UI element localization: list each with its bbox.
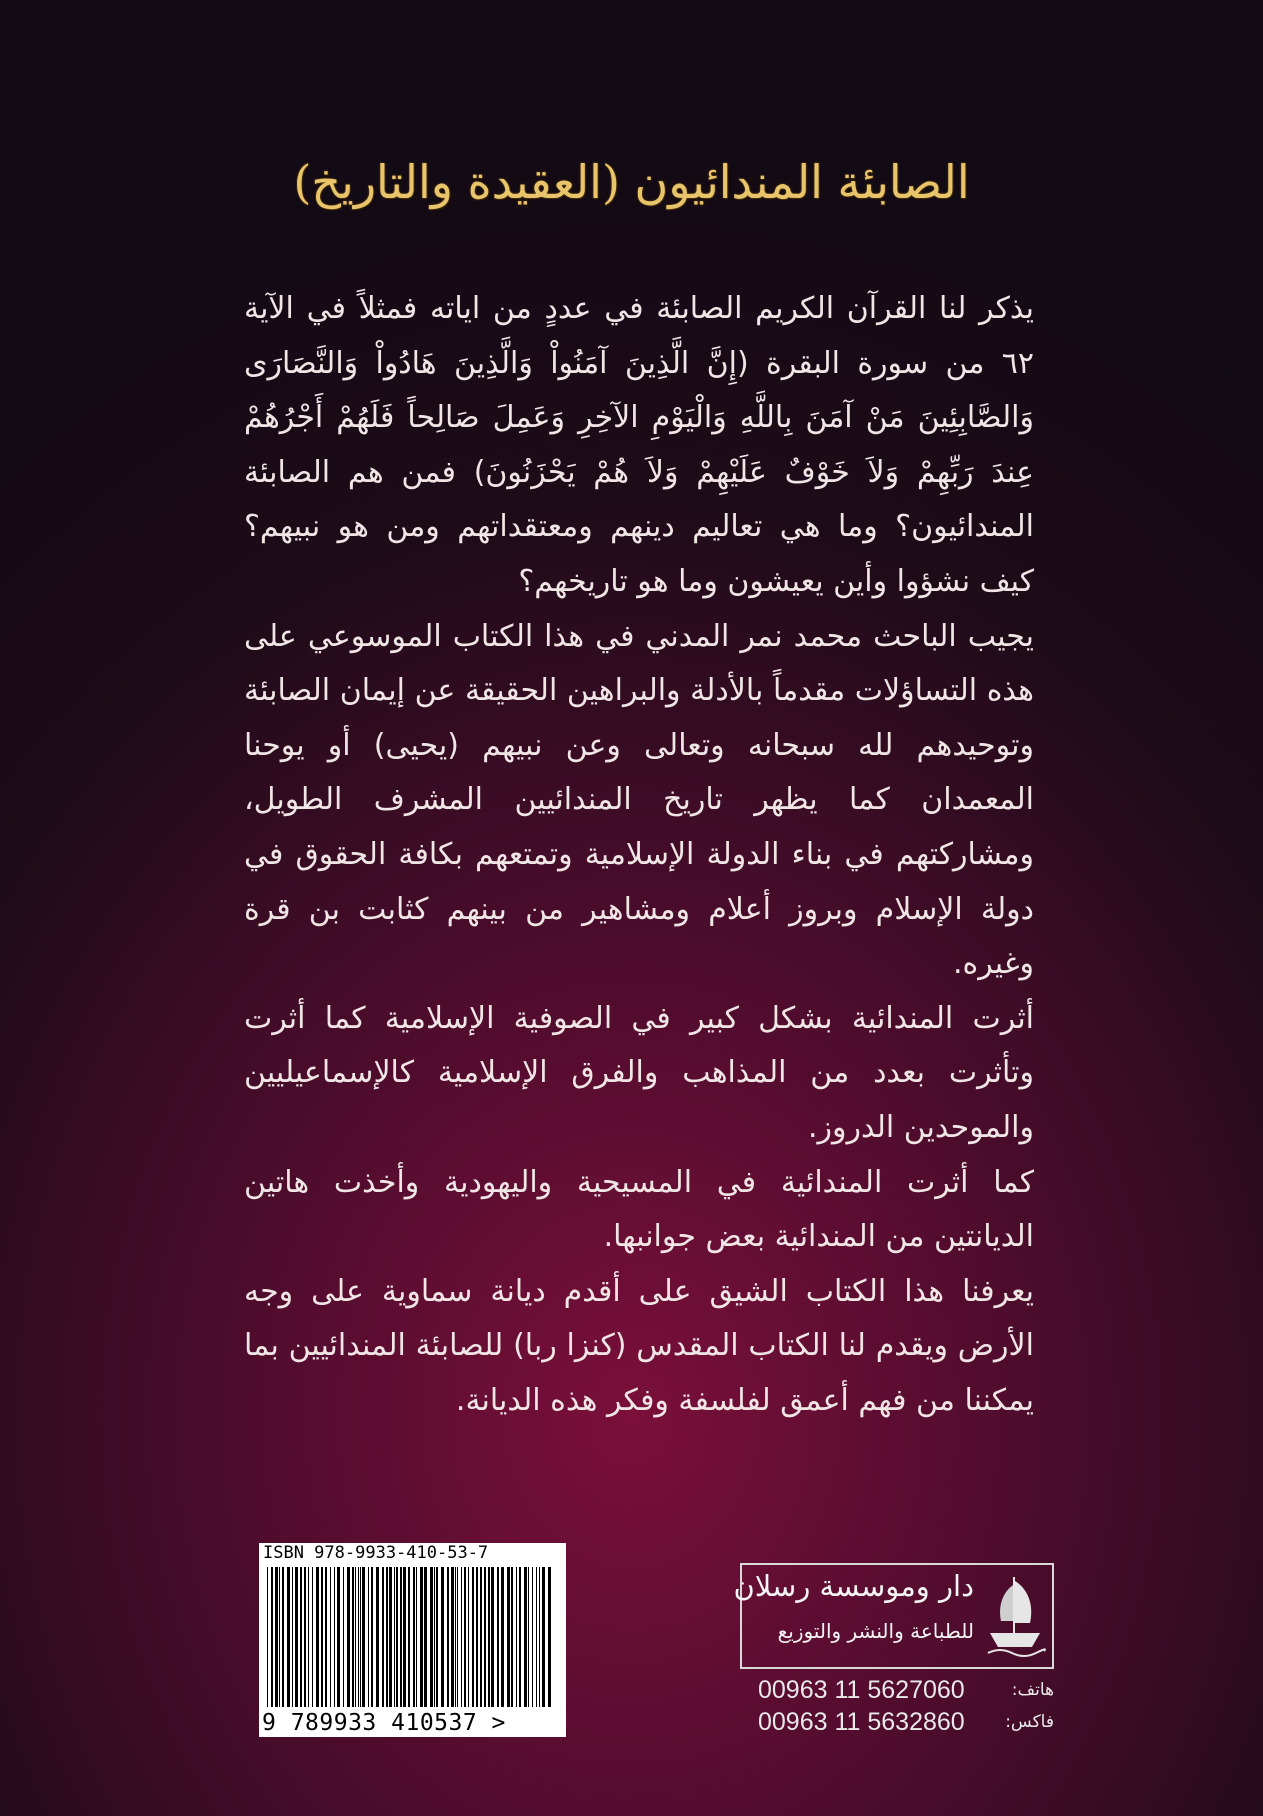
barcode-bar — [441, 1567, 444, 1707]
barcode-bar — [524, 1567, 527, 1707]
barcode-bar — [316, 1567, 319, 1707]
barcode-bar — [275, 1567, 278, 1707]
barcode-bar — [536, 1567, 537, 1707]
barcode-bar — [347, 1567, 350, 1707]
barcode-bar — [352, 1567, 354, 1707]
barcode-bar — [279, 1567, 280, 1707]
barcode-bar — [355, 1567, 356, 1707]
barcode-bar — [304, 1567, 306, 1707]
ship-icon — [984, 1571, 1046, 1663]
barcode-bar — [420, 1567, 423, 1707]
barcode-bar — [292, 1567, 293, 1707]
barcode-bar — [468, 1567, 469, 1707]
barcode-bar — [287, 1567, 290, 1707]
barcode-bar — [480, 1567, 482, 1707]
barcode-bar — [334, 1567, 335, 1707]
barcode-bar — [321, 1567, 323, 1707]
fax-number: 00963 11 5632860 — [758, 1708, 965, 1736]
barcode-bar — [501, 1567, 504, 1707]
barcode-bar — [358, 1567, 359, 1707]
barcode-bar — [308, 1567, 309, 1707]
barcode-bar — [416, 1567, 417, 1707]
barcode-bar — [312, 1567, 313, 1707]
barcode-bar — [497, 1567, 499, 1707]
barcode-bar — [403, 1567, 406, 1707]
barcode-bar — [413, 1567, 415, 1707]
barcode-bar — [295, 1567, 298, 1707]
barcode-bar — [267, 1567, 268, 1707]
book-title: الصابئة المندائيون (العقيدة والتاريخ) — [293, 155, 970, 209]
barcode-bar — [408, 1567, 410, 1707]
barcode-bar — [271, 1567, 273, 1707]
barcode-bar — [484, 1567, 486, 1707]
barcode-bar — [491, 1567, 494, 1707]
barcode-bar — [371, 1567, 373, 1707]
phone-label: هاتف: — [1011, 1680, 1054, 1700]
phone-row — [758, 1676, 1058, 1708]
phone-number: 00963 11 5627060 — [758, 1676, 965, 1704]
barcode-bar — [424, 1567, 427, 1707]
barcode-bar — [516, 1567, 517, 1707]
barcode-bar — [330, 1567, 331, 1707]
blurb-paragraph-2: يجيب الباحث محمد نمر المدني في هذا الكتاب الموسوعي على هذه التساؤلات مقدماً بالأدلة والبراهين الحقيقة عن إيمان الصابئة وتوحيدهم لله سبحانه وتعالى وعن نبيهم (يحيى) أو يوحنا المعمدان كما يظهر تاريخ المندائيين المشرف الطويل، ومشاركتهم في بناء الدولة الإسلامية وتمتعهم بكافة الحقوق في دولة الإسلام وبروز أعلام ومشاهير من بينهم كثابت بن قرة وغيره. — [244, 618, 1034, 982]
publisher-subtitle: للطباعة والنشر والتوزيع — [777, 1619, 974, 1643]
barcode-bars — [261, 1567, 561, 1717]
barcode-bar — [476, 1567, 478, 1707]
barcode-bar — [325, 1567, 327, 1707]
barcode-digits: 9 789933 410537 > — [262, 1710, 506, 1736]
barcode-bar — [464, 1567, 466, 1707]
barcode-bar — [472, 1567, 474, 1707]
barcode-bar — [394, 1567, 395, 1707]
fax-label: فاكس: — [1005, 1712, 1054, 1732]
barcode-bar — [382, 1567, 384, 1707]
barcode-bar — [511, 1567, 513, 1707]
barcode-bar — [337, 1567, 340, 1707]
barcode-bar — [396, 1567, 398, 1707]
blurb-paragraph-3: أثرت المندائية بشكل كبير في الصوفية الإسلامية كما أثرت وتأثرت بعدد من المذاهب والفرق الإسلامية كالإسماعيليين والموحدين الدروز. — [244, 1000, 1034, 1145]
barcode-bar — [519, 1567, 521, 1707]
barcode-bar — [488, 1567, 490, 1707]
barcode-bar — [532, 1567, 533, 1707]
barcode-bar — [434, 1567, 435, 1707]
publisher-name: دار وموسسة رسلان — [733, 1569, 974, 1603]
barcode-bar — [282, 1567, 284, 1707]
barcode-bar — [461, 1567, 462, 1707]
fax-row — [758, 1708, 1058, 1740]
blurb — [244, 282, 1034, 1428]
barcode-bar — [451, 1567, 454, 1707]
blurb-paragraph-4: كما أثرت المندائية في المسيحية واليهودية وأخذت هاتين الديانتين من المندائية بعض جوانبها. — [244, 1164, 1034, 1255]
barcode-bar — [386, 1567, 388, 1707]
barcode-bar — [436, 1567, 438, 1707]
barcode-bar — [400, 1567, 402, 1707]
barcode-bar — [539, 1567, 540, 1707]
barcode-bar — [300, 1567, 302, 1707]
barcode-bar — [360, 1567, 361, 1707]
barcode-bar — [343, 1567, 344, 1707]
barcode-bar — [528, 1567, 529, 1707]
barcode-bar — [507, 1567, 510, 1707]
barcode-bar — [548, 1567, 551, 1707]
barcode-bar — [389, 1567, 392, 1707]
barcode-bar — [376, 1567, 379, 1707]
barcode-bar — [542, 1567, 545, 1707]
isbn-barcode — [259, 1543, 566, 1737]
barcode-bar — [362, 1567, 365, 1707]
barcode-bar — [368, 1567, 369, 1707]
isbn-label: ISBN 978-9933-410-53-7 — [263, 1543, 489, 1563]
barcode-bar — [457, 1567, 458, 1707]
publisher-logo — [733, 1563, 1054, 1669]
barcode-bar — [430, 1567, 433, 1707]
barcode-bar — [455, 1567, 456, 1707]
blurb-paragraph-5: يعرفنا هذا الكتاب الشيق على أقدم ديانة سماوية على وجه الأرض ويقدم لنا الكتاب المقدس (كنزا ربا) للصابئة المندائيين بما يمكننا من فهم أعمق لفلسفة وفكر هذه الديانة. — [244, 1273, 1034, 1418]
blurb-paragraph-1: يذكر لنا القرآن الكريم الصابئة في عددٍ من اياته فمثلاً في الآية ٦٢ من سورة البقرة (إِنَّ الَّذِينَ آمَنُواْ وَالَّذِينَ هَادُواْ وَالنَّصَارَى وَالصَّابِئِينَ مَنْ آمَنَ بِاللَّهِ وَالْيَوْمِ الآخِرِ وَعَمِلَ صَالِحاً فَلَهُمْ أَجْرُهُمْ عِندَ رَبِّهِمْ وَلاَ خَوْفٌ عَلَيْهِمْ وَلاَ هُمْ يَحْزَنُونَ) فمن هم الصابئة المندائيون؟ وما هي تعاليم دينهم ومعتقداتهم ومن هو نبيهم؟ كيف نشؤوا وأين يعيشون وما هو تاريخهم؟ — [244, 291, 1034, 599]
barcode-bar — [447, 1567, 449, 1707]
